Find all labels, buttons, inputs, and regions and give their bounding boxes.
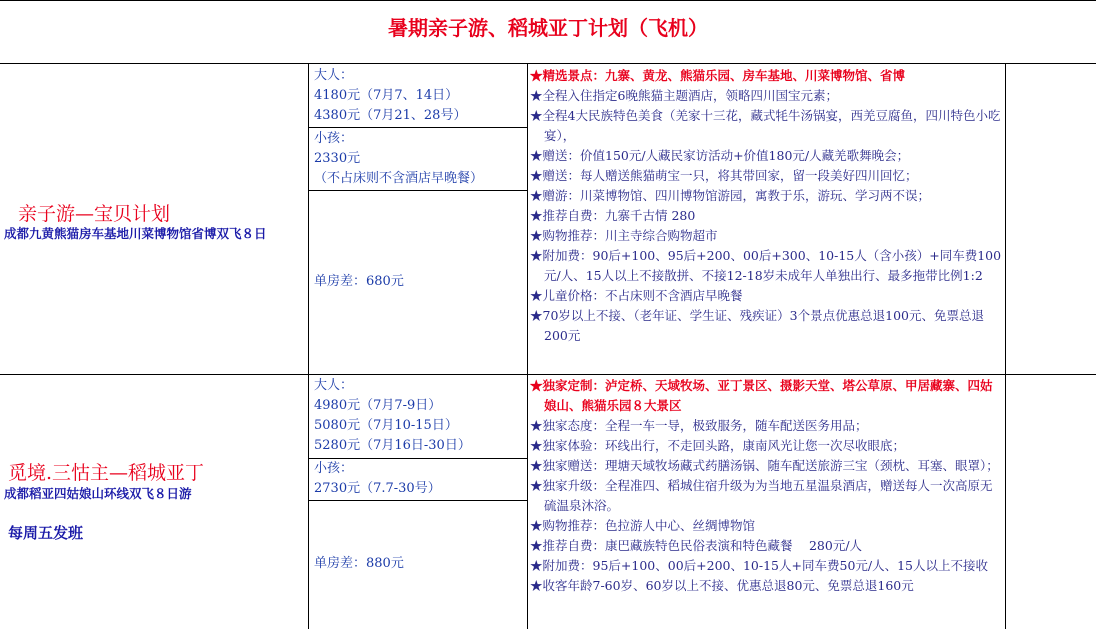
child-price: 2730元（7.7-30号）	[314, 481, 441, 496]
feature-item: ★70岁以上不接、（老年证、学生证、残疾证）3个景点优惠总退100元、免票总退200元	[530, 308, 984, 343]
row2-adult-prices	[310, 376, 530, 456]
row2-single-supplement: 单房差：880元	[314, 556, 404, 571]
row1-adult-prices	[310, 66, 530, 126]
border-top	[0, 0, 1096, 1]
divider-rows	[0, 374, 1096, 375]
row1-single-supplement: 单房差：680元	[314, 274, 404, 289]
feature-item: ★推荐自费：康巴藏族特色民俗表演和特色藏餐 280元/人	[530, 538, 863, 553]
feature-item: ★附加费：95后+100、00后+200、10-15人+同车费50元/人、15人以上不接收	[530, 558, 989, 573]
row1-div-b	[308, 190, 527, 191]
row1-features	[530, 66, 1002, 346]
feature-item: ★赠送：每人赠送熊猫萌宝一只，将其带回家，留一段美好四川回忆；	[530, 168, 918, 183]
col-line-3	[1005, 63, 1006, 629]
col-line-1	[308, 63, 309, 629]
feature-item: ★独家赠送：理塘天域牧场藏式药膳汤锅、随车配送旅游三宝（颈枕、耳塞、眼罩）；	[530, 458, 999, 473]
feature-item: ★购物推荐：川主寺综合购物超市	[530, 228, 718, 243]
row1-child-prices	[310, 129, 530, 189]
row2-child-prices	[310, 459, 530, 499]
row1-subtitle: 成都九黄熊猫房车基地川菜博物馆省博双飞８日	[4, 226, 267, 241]
adult-price: 4180元（7月7、14日）	[314, 88, 459, 103]
feature-item: ★独家态度：全程一车一导，极致服务，随车配送医务用品；	[530, 418, 868, 433]
row1-div-a	[308, 127, 527, 128]
row2-div-b	[308, 500, 527, 501]
row2-departure-note: 每周五发班	[8, 524, 84, 542]
row2-subtitle: 成都稻亚四姑娘山环线双飞８日游	[4, 486, 192, 501]
feature-item: ★精选景点：九寨、黄龙、熊猫乐园、房车基地、川菜博物馆、省博	[530, 68, 906, 83]
child-note: （不占床则不含酒店早晚餐）	[314, 171, 484, 186]
adult-price: 5080元（7月10-15日）	[314, 418, 458, 433]
feature-item: ★儿童价格：不占床则不含酒店早晚餐	[530, 288, 743, 303]
adult-price: 5280元（7月16日-30日）	[314, 438, 471, 453]
feature-item: ★赠游：川菜博物馆、四川博物馆游园，寓教于乐，游玩、学习两不误；	[530, 188, 931, 203]
child-price: 2330元	[314, 151, 361, 166]
feature-item: ★附加费：90后+100、95后+200、00后+300、10-15人（含小孩）+同车费100元/人、15人以上不接散拼、不接12-18岁未成年人单独出行、最多拖带比例1:2	[530, 248, 1002, 283]
feature-item: ★独家体验：环线出行，不走回头路，康南风光让您一次尽收眼底；	[530, 438, 906, 453]
child-label: 小孩：	[314, 461, 354, 476]
feature-item: ★赠送：价值150元/人藏民家访活动+价值180元/人藏羌歌舞晚会；	[530, 148, 910, 163]
adult-price: 4380元（7月21、28号）	[314, 108, 467, 123]
feature-item: ★全程入住指定6晚熊猫主题酒店，领略四川国宝元素；	[530, 88, 838, 103]
row2-features	[530, 376, 1002, 596]
feature-item: ★收客年龄7-60岁、60岁以上不接、优惠总退80元、免票总退160元	[530, 578, 914, 593]
child-label: 小孩：	[314, 131, 354, 146]
adult-label: 大人：	[314, 68, 354, 83]
adult-label: 大人：	[314, 378, 354, 393]
divider-title	[0, 63, 1096, 64]
row2-product-name: 觅境.三怙主—稻城亚丁	[8, 462, 205, 484]
page-title: 暑期亲子游、稻城亚丁计划（飞机）	[388, 16, 708, 40]
feature-item: ★独家定制：泸定桥、天域牧场、亚丁景区、摄影天堂、塔公草原、甲居藏寨、四姑娘山、熊猫乐园８大景区	[530, 378, 993, 413]
feature-item: ★独家升级：全程准四、稻城住宿升级为为当地五星温泉酒店，赠送每人一次高原无硫温泉沐浴。	[530, 478, 993, 513]
row1-product-name: 亲子游—宝贝计划	[18, 203, 171, 225]
feature-item: ★全程4大民族特色美食（羌家十三花，藏式牦牛汤锅宴，西羌豆腐鱼，四川特色小吃宴），	[530, 108, 1001, 143]
feature-item: ★推荐自费：九寨千古情 280	[530, 208, 696, 223]
feature-item: ★购物推荐：色拉游人中心、丝绸博物馆	[530, 518, 756, 533]
adult-price: 4980元（7月7-9日）	[314, 398, 442, 413]
